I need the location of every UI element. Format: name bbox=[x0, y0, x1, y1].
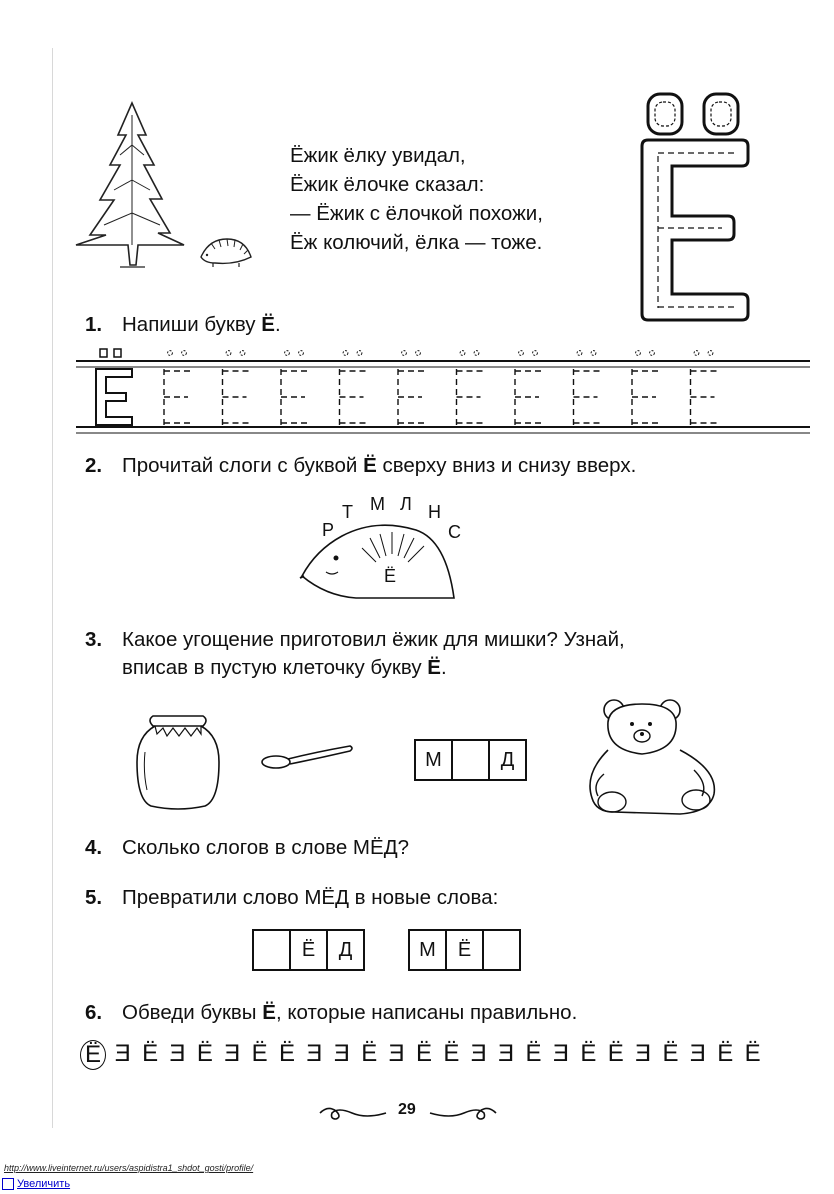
task-text: Сколько слогов в слове МЁД? bbox=[122, 836, 409, 859]
strip-letter[interactable]: Ё bbox=[142, 1040, 159, 1067]
hedgehog-spike-letter: Л bbox=[400, 494, 412, 514]
task-text bbox=[122, 313, 281, 336]
task-6 bbox=[85, 999, 577, 1027]
empty-letter-cell[interactable] bbox=[453, 741, 490, 779]
empty-letter-cell[interactable] bbox=[254, 931, 291, 969]
task-text-main: Обведи буквы bbox=[122, 1001, 263, 1024]
task-text-main: вписав в пустую клеточку букву bbox=[122, 656, 428, 679]
strip-letter[interactable]: Ё bbox=[662, 1040, 679, 1067]
strip-letter[interactable]: Ǝ bbox=[333, 1040, 350, 1067]
strip-letter[interactable]: Ё bbox=[251, 1040, 268, 1067]
strip-letter[interactable]: Ё bbox=[744, 1040, 761, 1067]
strip-letter[interactable]: Ǝ bbox=[689, 1040, 706, 1067]
strip-letter[interactable]: Ё bbox=[580, 1040, 597, 1067]
poem-line: Ёжик ёлку увидал, bbox=[290, 144, 466, 167]
task-1 bbox=[85, 311, 281, 339]
bear-illustration bbox=[584, 694, 724, 824]
hedgehog-spike-letter: М bbox=[370, 494, 385, 514]
strip-letter[interactable]: Ǝ bbox=[306, 1040, 323, 1067]
poem-line: — Ёжик с ёлочкой похожи, bbox=[290, 202, 543, 225]
strip-letter[interactable]: Ǝ bbox=[224, 1040, 241, 1067]
task-number: 6. bbox=[85, 1001, 103, 1024]
strip-letter[interactable]: Ǝ bbox=[470, 1040, 487, 1067]
task-text-main: Напиши букву bbox=[122, 313, 262, 336]
big-letter-yo-outline bbox=[638, 90, 758, 330]
task-text-letter: Ё bbox=[261, 313, 275, 336]
strip-letter[interactable]: Ё bbox=[525, 1040, 542, 1067]
task-text-letter: Ё bbox=[363, 454, 377, 477]
hedgehog-letter-center: Ё bbox=[384, 566, 397, 586]
task-2 bbox=[85, 452, 636, 480]
task-text-end: . bbox=[441, 656, 447, 679]
task3-word-cells bbox=[414, 739, 527, 781]
strip-letter[interactable]: Ё bbox=[443, 1040, 460, 1067]
task-text bbox=[122, 1001, 577, 1024]
fir-tree-illustration bbox=[70, 95, 190, 270]
task-4 bbox=[85, 834, 409, 862]
task-number: 4. bbox=[85, 836, 103, 859]
strip-letter[interactable]: Ǝ bbox=[114, 1040, 131, 1067]
strip-letter[interactable]: Ǝ bbox=[388, 1040, 405, 1067]
zoom-link[interactable] bbox=[2, 1178, 70, 1190]
strip-letter[interactable]: Ё bbox=[607, 1040, 624, 1067]
task-5 bbox=[85, 884, 498, 912]
circled-letter[interactable]: Ё bbox=[80, 1040, 106, 1070]
task-text-line2 bbox=[85, 654, 625, 682]
zoom-icon[interactable] bbox=[2, 1178, 14, 1190]
hedgehog-spike-letter: Т bbox=[342, 502, 353, 522]
poem-line: Ёжик ёлочке сказал: bbox=[290, 173, 485, 196]
letter-cell: М bbox=[416, 741, 453, 779]
honey-jar-illustration bbox=[133, 712, 223, 812]
task-text-end: . bbox=[274, 313, 281, 336]
letter-cell: Д bbox=[500, 748, 515, 771]
task-number: 3. bbox=[85, 628, 103, 651]
page-number: 29 bbox=[398, 1101, 416, 1118]
strip-letter[interactable]: Ё bbox=[361, 1040, 378, 1067]
task-number: 2. bbox=[85, 454, 103, 477]
letter-strip bbox=[80, 1040, 766, 1070]
hedgehog-spike-letter: С bbox=[448, 522, 461, 542]
poem-line: Ёж колючий, ёлка — тоже. bbox=[290, 231, 543, 254]
strip-letter[interactable]: Ё bbox=[415, 1040, 432, 1067]
poem bbox=[290, 141, 543, 257]
strip-letter[interactable]: Ё bbox=[717, 1040, 734, 1067]
letter-cell: М bbox=[410, 931, 447, 969]
strip-letter[interactable]: Ǝ bbox=[552, 1040, 569, 1067]
task-text-letter: Ё bbox=[262, 1001, 276, 1024]
strip-letter[interactable]: Ё bbox=[196, 1040, 213, 1067]
letter-cell: Ё bbox=[447, 931, 484, 969]
task-text bbox=[122, 454, 636, 477]
task-text-main: Прочитай слоги с буквой bbox=[122, 454, 364, 477]
spoon-illustration bbox=[260, 742, 355, 772]
task-text-end: , которые написаны правильно. bbox=[275, 1001, 578, 1024]
task5-word1-cells bbox=[252, 929, 365, 971]
strip-letter[interactable]: Ё bbox=[279, 1040, 296, 1067]
task-text: Превратили слово МЁД в новые слова: bbox=[122, 886, 499, 909]
task-number: 5. bbox=[85, 886, 103, 909]
hedgehog-syllables-illustration bbox=[296, 490, 476, 610]
task-text-letter: Ё bbox=[427, 656, 442, 679]
task-3 bbox=[85, 626, 625, 682]
task-text-line1: Какое угощение приготовил ёжик для мишки? Узнай, bbox=[122, 628, 625, 651]
left-ornament bbox=[318, 1103, 388, 1123]
hedgehog-spike-letter: Н bbox=[428, 502, 441, 522]
right-ornament bbox=[428, 1103, 498, 1123]
zoom-label[interactable]: Увеличить bbox=[17, 1178, 71, 1190]
strip-letter[interactable]: Ǝ bbox=[635, 1040, 652, 1067]
strip-letter[interactable]: Ǝ bbox=[169, 1040, 186, 1067]
empty-letter-cell[interactable] bbox=[484, 931, 519, 969]
letter-cell: Д bbox=[338, 938, 353, 961]
hedgehog-small-illustration bbox=[195, 233, 255, 269]
source-url[interactable]: http://www.liveinternet.ru/users/aspidistra1_shdot_gosti/profile/ bbox=[4, 1163, 254, 1173]
strip-letter[interactable]: Ǝ bbox=[498, 1040, 515, 1067]
task-number: 1. bbox=[85, 313, 103, 336]
hedgehog-spike-letter: Р bbox=[322, 520, 335, 540]
letter-cell: Ё bbox=[291, 931, 328, 969]
task5-word2-cells bbox=[408, 929, 521, 971]
task-text-end: сверху вниз и снизу вверх. bbox=[376, 454, 637, 477]
writing-practice-lines[interactable] bbox=[76, 345, 810, 435]
page-edge bbox=[52, 48, 53, 1128]
